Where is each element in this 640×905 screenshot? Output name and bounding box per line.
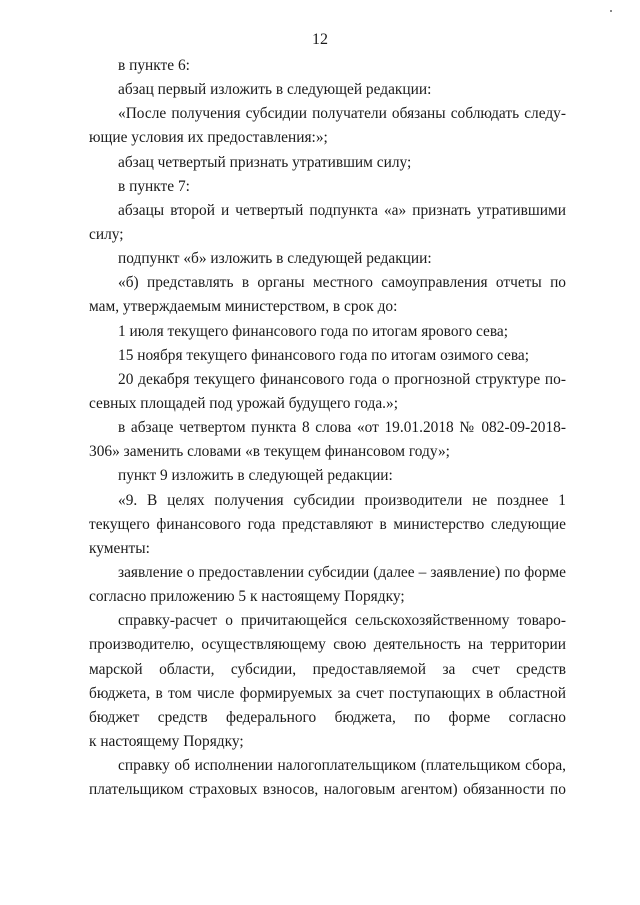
text-line: силу;: [89, 225, 124, 243]
text-line: 306» заменить словами «в текущем финансовом году»;: [89, 443, 450, 461]
text-line: «9. В целях получения субсидии производители не позднее 1: [118, 491, 566, 509]
text-line: в пункте 6:: [118, 57, 190, 74]
text-line: заявление о предоставлении субсидии (далее – заявление) по форме: [118, 563, 566, 581]
text-line: пункт 9 изложить в следующей редакции:: [118, 467, 393, 485]
document-body: [89, 54, 566, 802]
text-line: абзац первый изложить в следующей редакции:: [118, 81, 432, 99]
text-line: производителю, осуществляющему свою деятельность на территории: [89, 636, 566, 654]
text-line: 15 ноября текущего финансового года по итогам озимого сева;: [118, 346, 530, 364]
text-line: севных площадей под урожай будущего года.»;: [89, 394, 399, 412]
scan-speck: [610, 10, 612, 12]
text-line: в абзаце четвертом пункта 8 слова «от 19.01.2018 № 082-09-2018-: [118, 419, 566, 437]
text-line: абзац четвертый признать утратившим силу;: [118, 153, 412, 171]
text-line: справку об исполнении налогоплательщиком (плательщиком сбора,: [118, 757, 566, 775]
text-line: ющие условия их предоставления:»;: [89, 129, 328, 147]
text-line: согласно приложению 5 к настоящему Порядку;: [89, 588, 405, 606]
text-line: бюджета, в том числе формируемых за счет поступающих в областной: [89, 684, 566, 702]
text-line: справку-расчет о причитающейся сельскохозяйственному товаро-: [118, 612, 566, 630]
text-line: абзацы второй и четвертый подпункта «а» признать утратившими: [118, 201, 566, 219]
text-line: 1 июля текущего финансового года по итогам ярового сева;: [118, 322, 509, 340]
text-line: «После получения субсидии получатели обязаны соблюдать следу-: [118, 105, 566, 123]
text-line: текущего финансового года представляют в министерство следующие: [89, 515, 566, 533]
text-line: бюджет средств федерального бюджета, по форме согласно: [89, 708, 566, 726]
text-line: мам, утверждаемым министерством, в срок до:: [89, 298, 398, 316]
text-line: 20 декабря текущего финансового года о прогнозной структуре по-: [118, 370, 566, 388]
page-number: 12: [312, 31, 328, 48]
text-line: в пункте 7:: [118, 177, 190, 195]
text-line: марской области, субсидии, предоставляемой за счет средств: [89, 660, 566, 678]
text-line: «б) представлять в органы местного самоуправления отчеты по: [118, 274, 566, 292]
text-line: кументы:: [89, 539, 150, 557]
text-line: плательщиком страховых взносов, налоговым агентом) обязанности по: [89, 781, 566, 799]
text-line: к настоящему Порядку;: [89, 732, 244, 750]
text-line: подпункт «б» изложить в следующей редакции:: [118, 250, 432, 268]
